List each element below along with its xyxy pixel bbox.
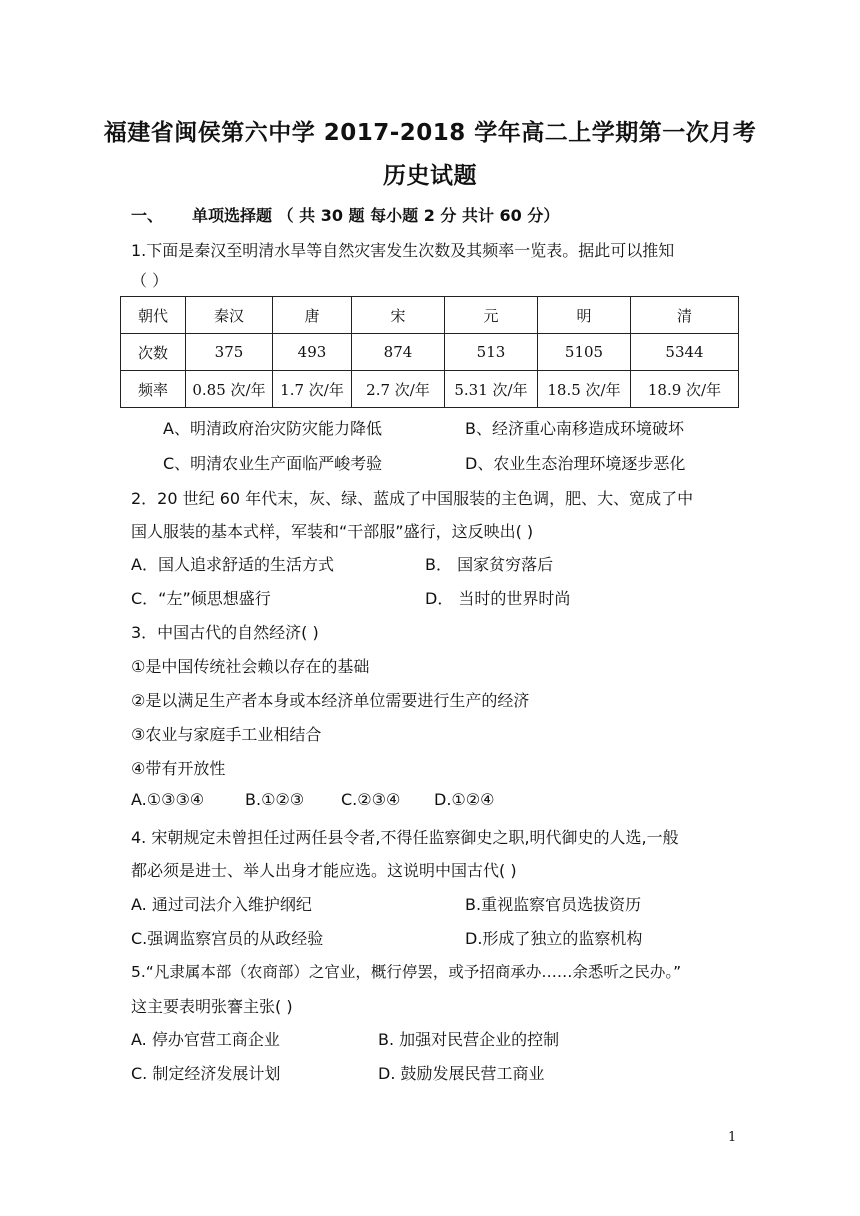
q2-option-c: C．“左”倾思想盛行	[131, 589, 271, 608]
q3-item: ①是中国传统社会赖以存在的基础	[131, 657, 370, 676]
q2-option-b: B． 国家贫穷落后	[425, 555, 554, 574]
table-cell: 0.85 次/年	[186, 371, 273, 408]
q4-option-a: A. 通过司法介入维护纲纪	[131, 895, 312, 914]
section-heading-number: 一、	[131, 206, 164, 225]
q5-stem-line2: 这主要表明张謇主张( )	[131, 997, 293, 1016]
table-row	[121, 371, 739, 408]
q2-stem-line1: 2．20 世纪 60 年代末，灰、绿、蓝成了中国服装的主色调，肥、大、宽成了中	[131, 489, 694, 508]
q5-option-a: A. 停办官营工商企业	[131, 1030, 280, 1049]
table-cell: 宋	[352, 297, 445, 334]
q3-stem: 3．中国古代的自然经济( )	[131, 623, 319, 642]
table-cell: 2.7 次/年	[352, 371, 445, 408]
q2-option-a: A．国人追求舒适的生活方式	[131, 555, 334, 574]
q3-item: ④带有开放性	[131, 759, 226, 778]
q2-stem-line2: 国人服装的基本式样，军装和“干部服”盛行，这反映出( )	[131, 522, 534, 541]
q1-stem-line2: （ ）	[131, 271, 169, 290]
q1-stem-line1: 1.下面是秦汉至明清水旱等自然灾害发生次数及其频率一览表。据此可以推知	[131, 241, 675, 260]
q4-stem-line1: 4. 宋朝规定未曾担任过两任县令者,不得任监察御史之职,明代御史的人选,一般	[131, 828, 679, 847]
q4-stem-line2: 都必须是进士、举人出身才能应选。这说明中国古代( )	[131, 861, 517, 880]
exam-title-line2: 历史试题	[383, 163, 477, 189]
q1-option-b: B、经济重心南移造成环境破坏	[465, 419, 684, 438]
section-heading: 单项选择题 （ 共 30 题 每小题 2 分 共计 60 分）	[192, 206, 560, 225]
table-cell: 5105	[538, 334, 631, 371]
disaster-frequency-table	[120, 296, 739, 408]
q4-option-c: C.强调监察宫员的从政经验	[131, 929, 324, 948]
table-row	[121, 334, 739, 371]
table-cell: 次数	[121, 334, 186, 371]
table-cell: 18.9 次/年	[631, 371, 739, 408]
q3-item: ②是以满足生产者本身或本经济单位需要进行生产的经济	[131, 691, 530, 710]
table-header-row	[121, 297, 739, 334]
q4-option-d: D.形成了独立的监察机构	[465, 929, 643, 948]
q3-option-a: A.①③③④	[131, 790, 205, 809]
q1-option-c: C、明清农业生产面临严峻考验	[163, 454, 383, 473]
table-cell: 513	[445, 334, 538, 371]
table-cell: 唐	[273, 297, 352, 334]
q5-option-b: B. 加强对民营企业的控制	[378, 1030, 560, 1049]
table-cell: 秦汉	[186, 297, 273, 334]
q2-option-d: D． 当时的世界时尚	[425, 589, 571, 608]
q4-option-b: B.重视监察官员选拔资历	[465, 895, 642, 914]
table-cell: 5.31 次/年	[445, 371, 538, 408]
table-cell: 朝代	[121, 297, 186, 334]
q3-option-b: B.①②③	[245, 790, 305, 809]
q1-option-d: D、农业生态治理环境逐步恶化	[465, 454, 686, 473]
exam-title-line1: 福建省闽侯第六中学 2017-2018 学年高二上学期第一次月考	[103, 120, 757, 146]
q5-stem-line1: 5.“凡隶属本部（农商部）之官业，概行停罢，或予招商承办……余悉听之民办。”	[131, 963, 682, 981]
table-cell: 频率	[121, 371, 186, 408]
table-cell: 清	[631, 297, 739, 334]
q3-item: ③农业与家庭手工业相结合	[131, 725, 322, 744]
table-cell: 元	[445, 297, 538, 334]
table-cell: 5344	[631, 334, 739, 371]
table-cell: 明	[538, 297, 631, 334]
page-number: 1	[728, 1130, 737, 1145]
table-cell: 493	[273, 334, 352, 371]
table-cell: 1.7 次/年	[273, 371, 352, 408]
q5-option-c: C. 制定经济发展计划	[131, 1064, 281, 1083]
q1-option-a: A、明清政府治灾防灾能力降低	[163, 419, 382, 438]
q5-option-d: D. 鼓励发展民营工商业	[378, 1064, 545, 1083]
table-cell: 18.5 次/年	[538, 371, 631, 408]
q3-option-c: C.②③④	[341, 790, 401, 809]
q3-option-d: D.①②④	[434, 790, 495, 809]
table-cell: 874	[352, 334, 445, 371]
table-cell: 375	[186, 334, 273, 371]
